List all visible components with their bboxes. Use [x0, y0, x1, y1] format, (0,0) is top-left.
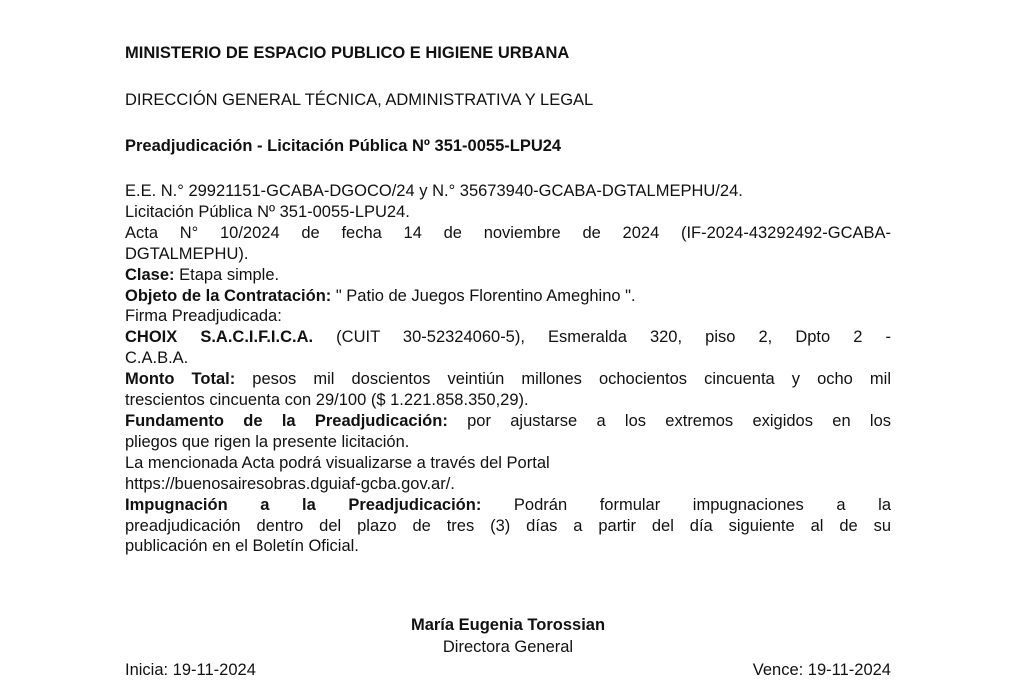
objeto-value: " Patio de Juegos Florentino Ameghino ".	[331, 286, 636, 305]
signatory-role-text: Directora General	[442, 638, 574, 656]
document-title: Preadjudicación - Licitación Pública Nº 351-0055-LPU24	[125, 137, 562, 155]
fundamento-label: Fundamento de la Preadjudicación:	[125, 411, 448, 430]
firma-label: Firma Preadjudicada:	[125, 307, 282, 326]
impugnacion-line-2: preadjudicación dentro del plazo de tres (3) días a partir del día siguiente al de su	[125, 516, 891, 535]
firma-line	[125, 327, 891, 348]
end-date: Vence: 19-11-2024	[752, 661, 891, 679]
clase-value: Etapa simple.	[174, 265, 280, 284]
impugnacion-value: Podrán formular impugnaciones a la	[481, 495, 891, 514]
fundamento-value: por ajustarse a los extremos exigidos en los	[447, 411, 891, 430]
firma-details: (CUIT 30-52324060-5), Esmeralda 320, piso 2, Dpto 2 -	[313, 328, 891, 347]
signatory-role	[125, 638, 891, 657]
document-page	[125, 0, 891, 683]
portal-line: La mencionada Acta podrá visualizarse a través del Portal	[125, 453, 550, 472]
monto-value: pesos mil doscientos veintiún millones ochocientos cincuenta y ocho mil	[235, 370, 891, 389]
start-date: Inicia: 19-11-2024	[125, 661, 256, 679]
licitacion-line: Licitación Pública Nº 351-0055-LPU24.	[125, 202, 410, 221]
monto-label: Monto Total:	[125, 370, 236, 389]
signatory-name	[125, 616, 891, 635]
firma-details-continued: C.A.B.A.	[125, 349, 189, 368]
monto-line-continued: trescientos cincuenta con 29/100 ($ 1.221.858.350,29).	[125, 391, 529, 410]
direction-heading: DIRECCIÓN GENERAL TÉCNICA, ADMINISTRATIVA Y LEGAL	[125, 91, 594, 109]
ministry-heading: MINISTERIO DE ESPACIO PUBLICO E HIGIENE URBANA	[125, 44, 570, 62]
clase-label: Clase:	[125, 265, 175, 284]
document-body	[125, 181, 891, 557]
monto-line	[125, 369, 891, 390]
clase-line	[125, 265, 891, 286]
acta-line-continued: DGTALMEPHU).	[125, 244, 249, 263]
fundamento-line-continued: pliegos que rigen la presente licitación.	[125, 432, 410, 451]
impugnacion-line	[125, 495, 891, 516]
acta-line: Acta N° 10/2024 de fecha 14 de noviembre de 2024 (IF-2024-43292492-GCABA-	[125, 223, 891, 242]
firma-name: CHOIX S.A.C.I.F.I.C.A.	[125, 328, 314, 347]
objeto-line	[125, 286, 891, 307]
portal-url: https://buenosairesobras.dguiaf-gcba.gov.ar/.	[125, 474, 455, 493]
impugnacion-label: Impugnación a la Preadjudicación:	[125, 495, 482, 514]
fundamento-line	[125, 411, 891, 432]
signatory-name-text: María Eugenia Torossian	[410, 616, 606, 634]
objeto-label: Objeto de la Contratación:	[125, 286, 332, 305]
expediente-line: E.E. N.° 29921151-GCABA-DGOCO/24 y N.° 35673940-GCABA-DGTALMEPHU/24.	[125, 182, 743, 200]
impugnacion-line-3: publicación en el Boletín Oficial.	[125, 537, 359, 556]
